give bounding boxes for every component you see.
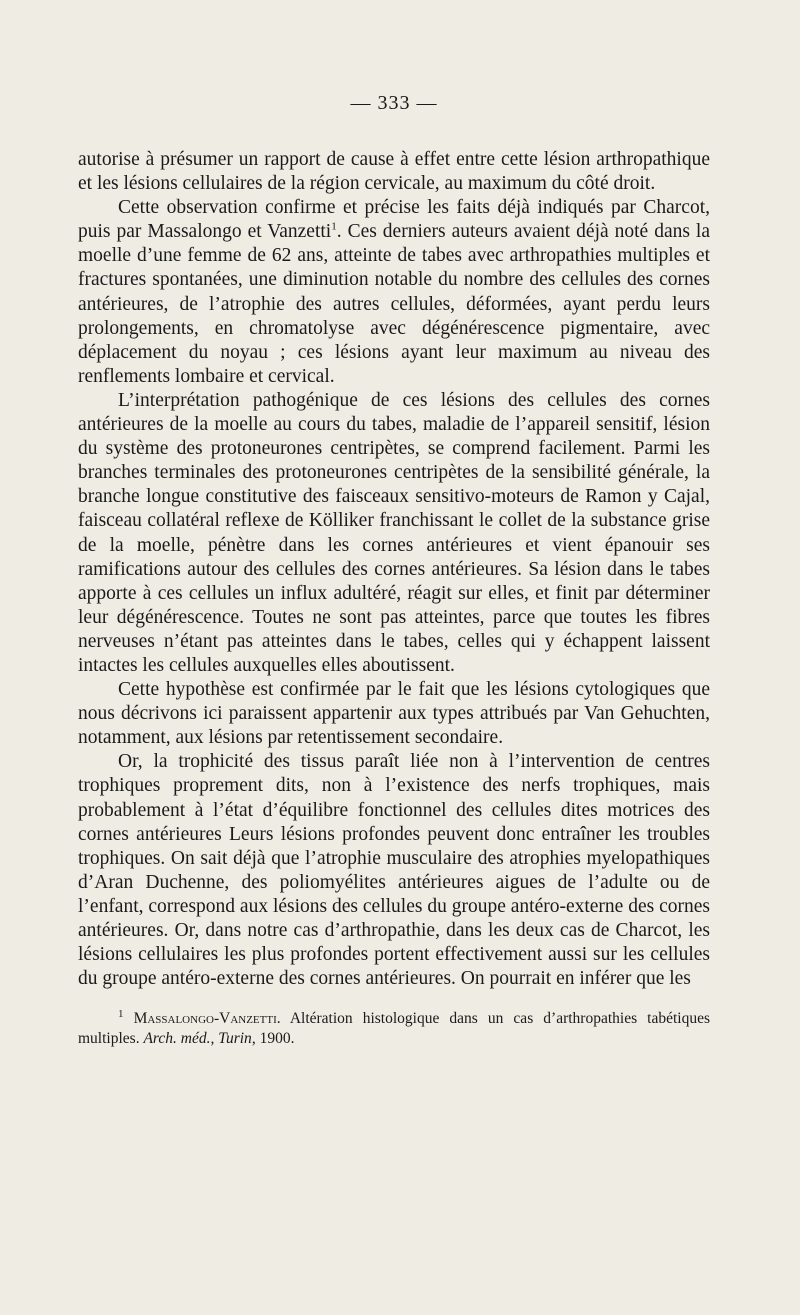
footnote-authors: Massalongo-Vanzetti — [133, 1010, 277, 1028]
paragraph: L’interprétation pathogénique de ces lésions des cellules des cornes antérieures de la moelle au cours du tabes, maladie de l’appareil sensitif, lésion du système des protoneurones centripètes, se comprend facilement. Parmi les branches terminales des protoneurones centripètes de la sensibilité générale, la branche longue constitutive des faisceaux sensitivo-moteurs de Ramon y Cajal, faisceau collatéral reflexe de Kölliker franchissant le collet de la substance grise de la moelle, pénètre dans les cornes antérieures et vient épanouir ses ramifications autour des cellules des cornes antérieures. Sa lésion dans le tabes apporte à ces cellules un influx adultéré, réagit sur elles, et finit par déterminer leur dégénérescence. Toutes ne sont pas atteintes, parce que toutes les fibres nerveuses n’étant pas atteintes dans le tabes, celles qui y échappent laissent intactes les cellules auxquelles elles aboutissent. — [78, 389, 710, 676]
paragraph-text: . Ces derniers auteurs avaient déjà noté dans la moelle d’une femme de 62 ans, atteinte de tabes avec arthropathies multiples et fractures spontanées, une diminution notable du nombre des cellules des cornes antérieures, de l’atrophie des autres cellules, déformées, ayant perdu leurs prolongements, en chromatolyse avec dégénérescence pigmentaire, avec déplacement du noyau ; ces lésions ayant leur maximum au niveau des renflements lombaire et cervical. — [78, 221, 710, 387]
footnote-text: . Altération histologique dans un cas d’arthropathies tabétiques multiples. — [78, 1010, 710, 1048]
footnote-year: , 1900. — [251, 1030, 295, 1048]
document-page — [78, 90, 710, 1049]
paragraph: Cette hypothèse est confirmée par le fait que les lésions cytologiques que nous décrivons ici paraissent appartenir aux types attribués par Van Gehuchten, notamment, aux lésions par retentissement secondaire. — [78, 679, 710, 749]
body-text — [78, 148, 710, 991]
paragraph-text: Cette observation confirme et précise les faits déjà indiqués par Charcot, puis par Massalongo et Vanzetti — [78, 197, 710, 243]
paragraph: Or, la trophicité des tissus paraît liée non à l’intervention de centres trophiques proprement dits, non à l’existence des nerfs trophiques, mais probablement à l’état d’équilibre fonctionnel des cellules dites motrices des cornes antérieures Leurs lésions profondes peuvent donc entraîner les troubles trophiques. On sait déjà que l’atrophie musculaire des atrophies myelopathiques d’Aran Duchenne, des poliomyélites antérieures aigues de l’adulte ou de l’enfant, correspond aux lésions des cellules du groupe antéro-externe des cornes antérieures. Or, dans notre cas d’arthropathie, dans les deux cas de Charcot, les lésions cellulaires les plus profondes portent effectivement aussi sur les cellules du groupe antéro-externe des cornes antérieures. On pourrait en inférer que les — [78, 751, 710, 990]
page-number: — 333 — — [350, 92, 438, 114]
paragraph: autorise à présumer un rapport de cause à effet entre cette lésion arthropathique et les lésions cellulaires de la région cervicale, au maximum du côté droit. — [78, 149, 710, 195]
footnote-mark: 1 — [118, 1008, 124, 1021]
paragraph — [78, 196, 710, 389]
footnote — [78, 1009, 710, 1049]
footnote-journal: Arch. méd., Turin — [143, 1030, 252, 1048]
footnote-reference[interactable]: 1 — [331, 220, 337, 233]
